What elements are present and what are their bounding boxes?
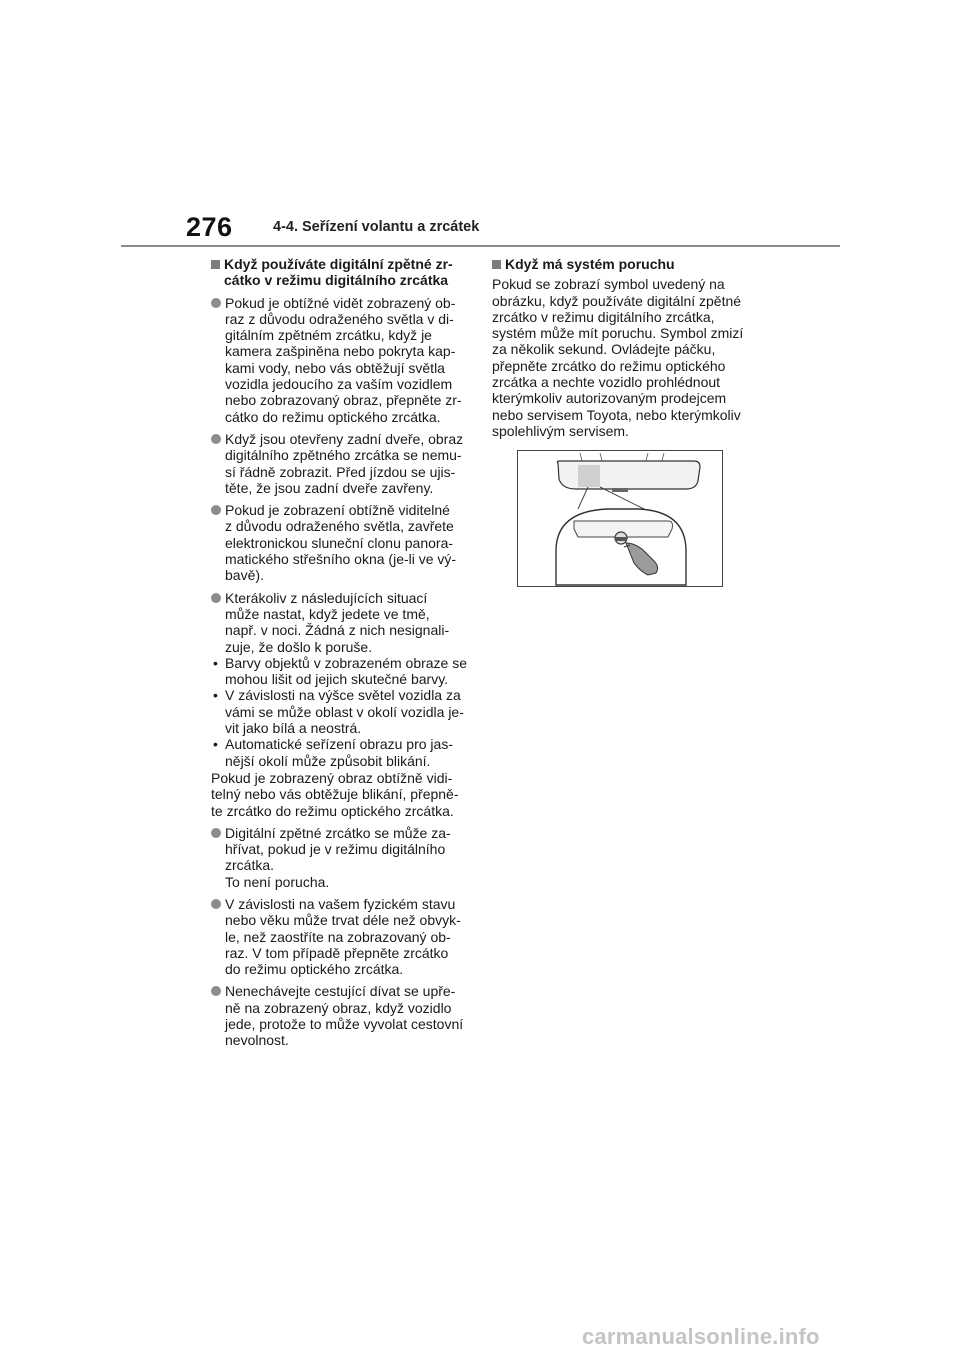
mirror-lever-icon	[518, 451, 722, 586]
text-line: Pokud je obtížné vidět zobrazený ob-	[225, 294, 456, 311]
header-rule	[121, 245, 840, 247]
text-line: kami vody, nebo vás obtěžují světla	[225, 359, 445, 376]
text-line: kamera zašpiněna nebo pokryta kap-	[225, 343, 456, 360]
text-line: Pokud se zobrazí symbol uvedený na	[492, 276, 725, 293]
text-line: cátko do režimu optického zrcátka.	[225, 408, 441, 425]
text-line: V závislosti na vašem fyzickém stavu	[225, 895, 456, 912]
text-line: za několik sekund. Ovládejte páčku,	[492, 341, 716, 358]
round-bullet-icon	[211, 434, 221, 444]
sub-item	[211, 655, 473, 688]
text-line: Když jsou otevřeny zadní dveře, obraz	[225, 430, 464, 447]
bullet-item	[211, 983, 473, 1048]
text-line: Pokud je zobrazený obraz obtížně vidi-	[211, 769, 453, 786]
text-line: těte, že jsou zadní dveře zavřeny.	[225, 479, 434, 496]
text-line: systém může mít poruchu. Symbol zmizí	[492, 325, 744, 342]
sub-bullet-marker: •	[213, 654, 218, 671]
text-line: zrcátka.	[225, 857, 275, 874]
text-line: telný nebo vás obtěžuje blikání, přepně-	[211, 786, 459, 803]
left-column	[211, 256, 473, 1049]
text-line: může nastat, když jedete ve tmě,	[225, 605, 430, 622]
bullet-item	[211, 825, 473, 890]
text-line: vozidla jedoucího za vaším vozidlem	[225, 376, 453, 393]
text-line: zrcátko v režimu digitálního zrcátka,	[492, 308, 715, 325]
left-heading	[211, 256, 473, 289]
text-line: hřívat, pokud je v režimu digitálního	[225, 841, 446, 858]
text-line: např. v noci. Žádná z nich nesignali-	[225, 622, 450, 639]
text-line: matického střešního okna (je-li ve vý-	[225, 551, 457, 568]
text-line: nebo věku může trvat déle než obvyk-	[225, 912, 461, 929]
text-line: vit jako bílá a neostrá.	[225, 720, 362, 737]
right-heading	[492, 256, 754, 272]
text-line: nebo zobrazovaný obraz, přepněte zr-	[225, 392, 462, 409]
round-bullet-icon	[211, 505, 221, 515]
heading-line: Když má systém poruchu	[505, 256, 675, 272]
text-line: gitálním zpětném zrcátku, když je	[225, 327, 432, 344]
sub-bullet-marker: •	[213, 687, 218, 704]
text-line: jede, protože to může vyvolat cestovní	[225, 1016, 464, 1033]
text-line: bavě).	[225, 567, 264, 584]
text-line: kterýmkoliv autorizovaným prodejcem	[492, 390, 727, 407]
text-line: te zrcátko do režimu optického zrcátka.	[211, 802, 454, 819]
text-line: nější okolí může způsobit blikání.	[225, 752, 431, 769]
paragraph	[492, 276, 754, 439]
text-line: vámi se může oblast v okolí vozidla je-	[225, 703, 464, 720]
text-line: Digitální zpětné zrcátko se může za-	[225, 824, 451, 841]
section-title: 4-4. Seřízení volantu a zrcátek	[273, 219, 480, 235]
round-bullet-icon	[211, 899, 221, 909]
heading-line: cátko v režimu digitálního zrcátka	[224, 272, 449, 289]
text-line: zrcátka a nechte vozidlo prohlédnout	[492, 374, 721, 391]
text-line: sí řádně zobrazit. Před jízdou se ujis-	[225, 463, 456, 480]
text-line: raz. V tom případě přepněte zrcátko	[225, 944, 449, 961]
sub-item	[211, 687, 473, 736]
sub-bullet-marker: •	[213, 736, 218, 753]
footer-watermark: carmanualsonline.info	[582, 1324, 820, 1349]
text-line: spolehlivým servisem.	[492, 422, 629, 439]
text-line: nebo servisem Toyota, nebo kterýmkoliv	[492, 406, 741, 423]
square-bullet-icon	[211, 260, 220, 269]
text-line: nevolnost.	[225, 1032, 289, 1049]
bullet-item	[211, 896, 473, 977]
square-bullet-icon	[492, 260, 501, 269]
bullet-item	[211, 431, 473, 496]
text-line: To není porucha.	[225, 873, 330, 890]
bullet-item	[211, 295, 473, 425]
text-line: přepněte zrcátko do režimu optického	[492, 357, 726, 374]
bullet-item	[211, 502, 473, 583]
text-line: obrázku, když používáte digitální zpětné	[492, 292, 742, 309]
text-line: Automatické seřízení obrazu pro jas-	[225, 736, 453, 753]
round-bullet-icon	[211, 986, 221, 996]
text-line: zuje, že došlo k poruše.	[225, 638, 373, 655]
text-line: Barvy objektů v zobrazeném obraze se	[225, 654, 468, 671]
round-bullet-icon	[211, 593, 221, 603]
text-line: mohou lišit od jejich skutečné barvy.	[225, 671, 449, 688]
paragraph	[211, 770, 473, 819]
round-bullet-icon	[211, 298, 221, 308]
text-line: Kterákoliv z následujících situací	[225, 589, 428, 606]
text-line: raz z důvodu odraženého světla v di-	[225, 310, 454, 327]
mirror-illustration	[517, 450, 723, 587]
text-line: z důvodu odraženého světla, zavřete	[225, 518, 454, 535]
right-column	[492, 256, 754, 439]
text-line: elektronickou sluneční clonu panora-	[225, 534, 454, 551]
page-number: 276	[186, 212, 233, 242]
text-line: Pokud je zobrazení obtížně viditelné	[225, 502, 450, 519]
sub-item	[211, 736, 473, 769]
bullet-item	[211, 590, 473, 655]
text-line: Nenechávejte cestující dívat se upře-	[225, 983, 456, 1000]
round-bullet-icon	[211, 828, 221, 838]
text-line: digitálního zpětného zrcátka se nemu-	[225, 447, 462, 464]
text-line: le, než zaostříte na zobrazovaný ob-	[225, 928, 451, 945]
text-line: ně na zobrazený obraz, když vozidlo	[225, 999, 452, 1016]
text-line: do režimu optického zrcátka.	[225, 961, 404, 978]
heading-line: Když používáte digitální zpětné zr-	[224, 256, 453, 272]
text-line: V závislosti na výšce světel vozidla za	[225, 687, 461, 704]
